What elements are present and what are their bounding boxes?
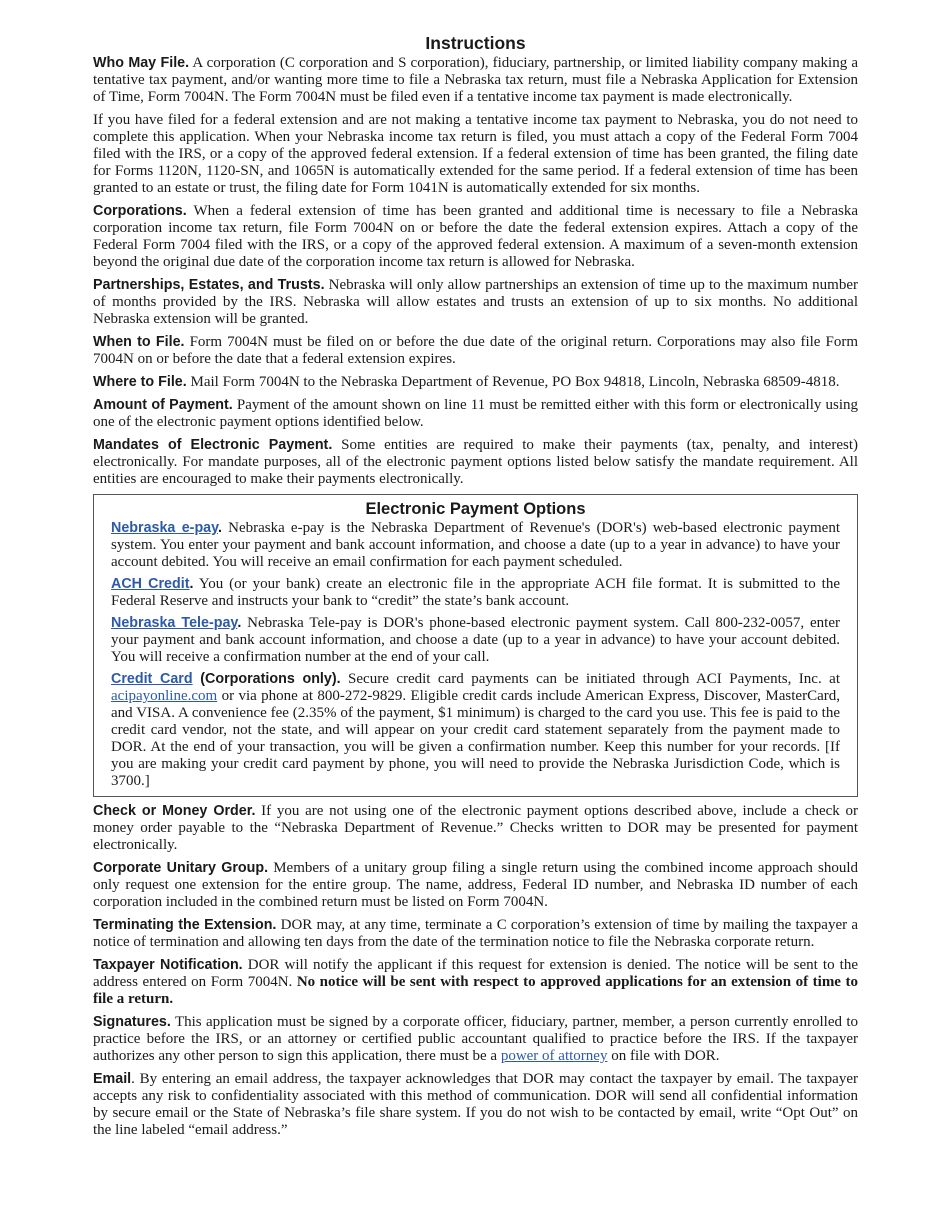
partnerships-section [93, 277, 858, 328]
credit-card-link[interactable]: Credit Card [111, 671, 193, 687]
when-to-file-heading: When to File. [93, 334, 185, 350]
credit-card-item [111, 671, 840, 790]
ach-credit-text: You (or your bank) create an electronic file in the appropriate ACH file format. It is submitted to the Federal Reserve and instructs your bank to “credit” the state’s bank account. [111, 576, 840, 609]
credit-card-text-after: or via phone at 800-272-9829. Eligible credit cards include American Express, Discover, MasterCard, and VISA. A convenience fee (2.35% of the payment, $1 minimum) is charged to the card you use. This fee is paid to the credit card vendor, not the state, and will appear on your credit card statement separately from the payment made to DOR. At the end of your transaction, you will be given a confirmation number. Keep this number for your records. [If you are making your credit card payment by phone, you will need to provide the Nebraska Jurisdiction Code, which is 3700.] [111, 688, 840, 789]
where-to-file-section [93, 374, 858, 391]
signatures-section [93, 1014, 858, 1065]
taxpayer-notification-section [93, 957, 858, 1008]
ach-credit-link[interactable]: ACH Credit [111, 576, 190, 592]
tele-pay-item [111, 615, 840, 666]
taxpayer-notification-bold-text: No notice will be sent with respect to approved applications for an extension of time to file a return. [93, 974, 858, 1007]
amount-of-payment-text: Payment of the amount shown on line 11 must be remitted either with this form or electronically using one of the electronic payment options identified below. [93, 397, 858, 430]
corporations-section [93, 203, 858, 271]
signatures-heading: Signatures. [93, 1014, 171, 1030]
mandates-text: Some entities are required to make their payments (tax, penalty, and interest) electronically. For mandate purposes, all of the electronic payment options listed below satisfy the mandate requirement. All entities are encouraged to make their payments electronically. [93, 437, 858, 487]
taxpayer-notification-text: DOR will notify the applicant if this request for extension is denied. The notice will be sent to the address entered on Form 7004N. [93, 957, 858, 990]
unitary-group-text: Members of a unitary group filing a single return using the combined income approach should only request one extension for the entire group. The name, address, Federal ID number, and Nebraska ID number of each corporation included in the combined return must be listed on Form 7004N. [93, 860, 858, 910]
tele-pay-link[interactable]: Nebraska Tele-pay [111, 615, 238, 631]
nebraska-epay-link[interactable]: Nebraska e-pay [111, 520, 219, 536]
tele-pay-text: Nebraska Tele-pay is DOR's phone-based electronic payment system. Call 800-232-0057, enter your payment and bank account information, and choose a date (up to a year in advance) to have your account debited. You will receive a confirmation number at the end of your call. [111, 615, 840, 665]
amount-of-payment-heading: Amount of Payment. [93, 397, 233, 413]
credit-card-heading-rest: (Corporations only). [192, 671, 341, 687]
electronic-payment-options-title: Electronic Payment Options [365, 500, 586, 518]
signatures-text-before: This application must be signed by a corporate officer, fiduciary, partner, member, a person currently enrolled to practice before the IRS, or an attorney or certified public accountant qualified to practice before the IRS. If the taxpayer authorizes any other person to sign this application, there must be a [93, 1014, 858, 1064]
email-heading: Email [93, 1071, 132, 1087]
email-section [93, 1071, 858, 1139]
corporations-text: When a federal extension of time has been granted and additional time is necessary to file a Nebraska corporation income tax return, file Form 7004N on or before the date the federal extension expires. Attach a copy of the Federal Form 7004 filed with the IRS, or a copy of the approved federal extension. A maximum of a seven-month extension beyond the original due date of the corporation income tax return is allowed for Nebraska. [93, 203, 858, 270]
nebraska-epay-dot: . [218, 520, 223, 536]
check-money-order-section [93, 803, 858, 854]
taxpayer-notification-heading: Taxpayer Notification. [93, 957, 243, 973]
when-to-file-section [93, 334, 858, 368]
email-text: . By entering an email address, the taxpayer acknowledges that DOR may contact the taxpayer by email. The taxpayer accepts any risk to confidentiality associated with this method of communication. DOR will send all confidential information by secure email or the State of Nebraska’s file share system. If you do not wish to be contacted by email, write “Opt Out” on the line labeled “email address.” [93, 1071, 858, 1138]
tele-pay-dot: . [237, 615, 242, 631]
unitary-group-section [93, 860, 858, 911]
who-may-file-text: A corporation (C corporation and S corporation), fiduciary, partnership, or limited liability company making a tentative tax payment, and/or wanting more time to file a Nebraska tax return, must file a Nebraska Application for Extension of Time, Form 7004N. The Form 7004N must be filed even if a tentative income tax payment is made electronically. [93, 55, 858, 105]
who-may-file-section [93, 55, 858, 106]
when-to-file-text: Form 7004N must be filed on or before the due date of the original return. Corporations may also file Form 7004N on or before the date that a federal extension expires. [93, 334, 858, 367]
power-of-attorney-link[interactable]: power of attorney [500, 1048, 608, 1064]
terminating-section [93, 917, 858, 951]
who-may-file-heading: Who May File. [93, 55, 190, 71]
terminating-text: DOR may, at any time, terminate a C corporation’s extension of time by mailing the taxpayer a notice of termination and allowing ten days from the date of the termination notice to file the Nebraska corporate return. [93, 917, 858, 950]
ach-credit-dot: . [189, 576, 194, 592]
nebraska-epay-item [111, 520, 840, 571]
acipayonline-link[interactable]: acipayonline.com [111, 688, 218, 704]
check-money-order-text: If you are not using one of the electronic payment options described above, include a check or money order payable to the “Nebraska Department of Revenue.” Checks written to DOR may be presented for payment electronically. [93, 803, 858, 853]
unitary-group-heading: Corporate Unitary Group. [93, 860, 269, 876]
ach-credit-item [111, 576, 840, 610]
terminating-heading: Terminating the Extension. [93, 917, 277, 933]
mandates-heading: Mandates of Electronic Payment. [93, 437, 333, 453]
partnerships-heading: Partnerships, Estates, and Trusts. [93, 277, 325, 293]
page-title: Instructions [425, 33, 526, 53]
instructions-page [93, 32, 858, 1145]
check-money-order-heading: Check or Money Order. [93, 803, 256, 819]
where-to-file-heading: Where to File. [93, 374, 187, 390]
amount-of-payment-section [93, 397, 858, 431]
credit-card-text-before: Secure credit card payments can be initiated through ACI Payments, Inc. at [340, 671, 840, 687]
electronic-payment-options-box [93, 494, 858, 797]
nebraska-epay-text: Nebraska e-pay is the Nebraska Department of Revenue's (DOR's) web-based electronic payment system. You enter your payment and bank account information, and choose a date (up to a year in advance) to have your account debited. You will receive an email confirmation for each payment scheduled. [111, 520, 840, 570]
federal-extension-paragraph: If you have filed for a federal extension and are not making a tentative income tax payment to Nebraska, you do not need to complete this application. When your Nebraska income tax return is filed, you must attach a copy of the Federal Form 7004 filed with the IRS, or a copy of the approved federal extension. If a federal extension of time has been granted, the filing date for Forms 1120N, 1120-SN, and 1065N is automatically extended for the same period. If a federal extension of time has been granted to an estate or trust, the filing date for Form 1041N is automatically extended for six months. [93, 112, 858, 196]
signatures-text-after: on file with DOR. [607, 1048, 720, 1064]
partnerships-text: Nebraska will only allow partnerships an extension of time up to the maximum number of months provided by the IRS. Nebraska will allow estates and trusts an extension of up to six months. No additional Nebraska extension will be granted. [93, 277, 858, 327]
where-to-file-text: Mail Form 7004N to the Nebraska Department of Revenue, PO Box 94818, Lincoln, Nebraska 68509-4818. [186, 374, 840, 390]
mandates-section [93, 437, 858, 488]
corporations-heading: Corporations. [93, 203, 187, 219]
